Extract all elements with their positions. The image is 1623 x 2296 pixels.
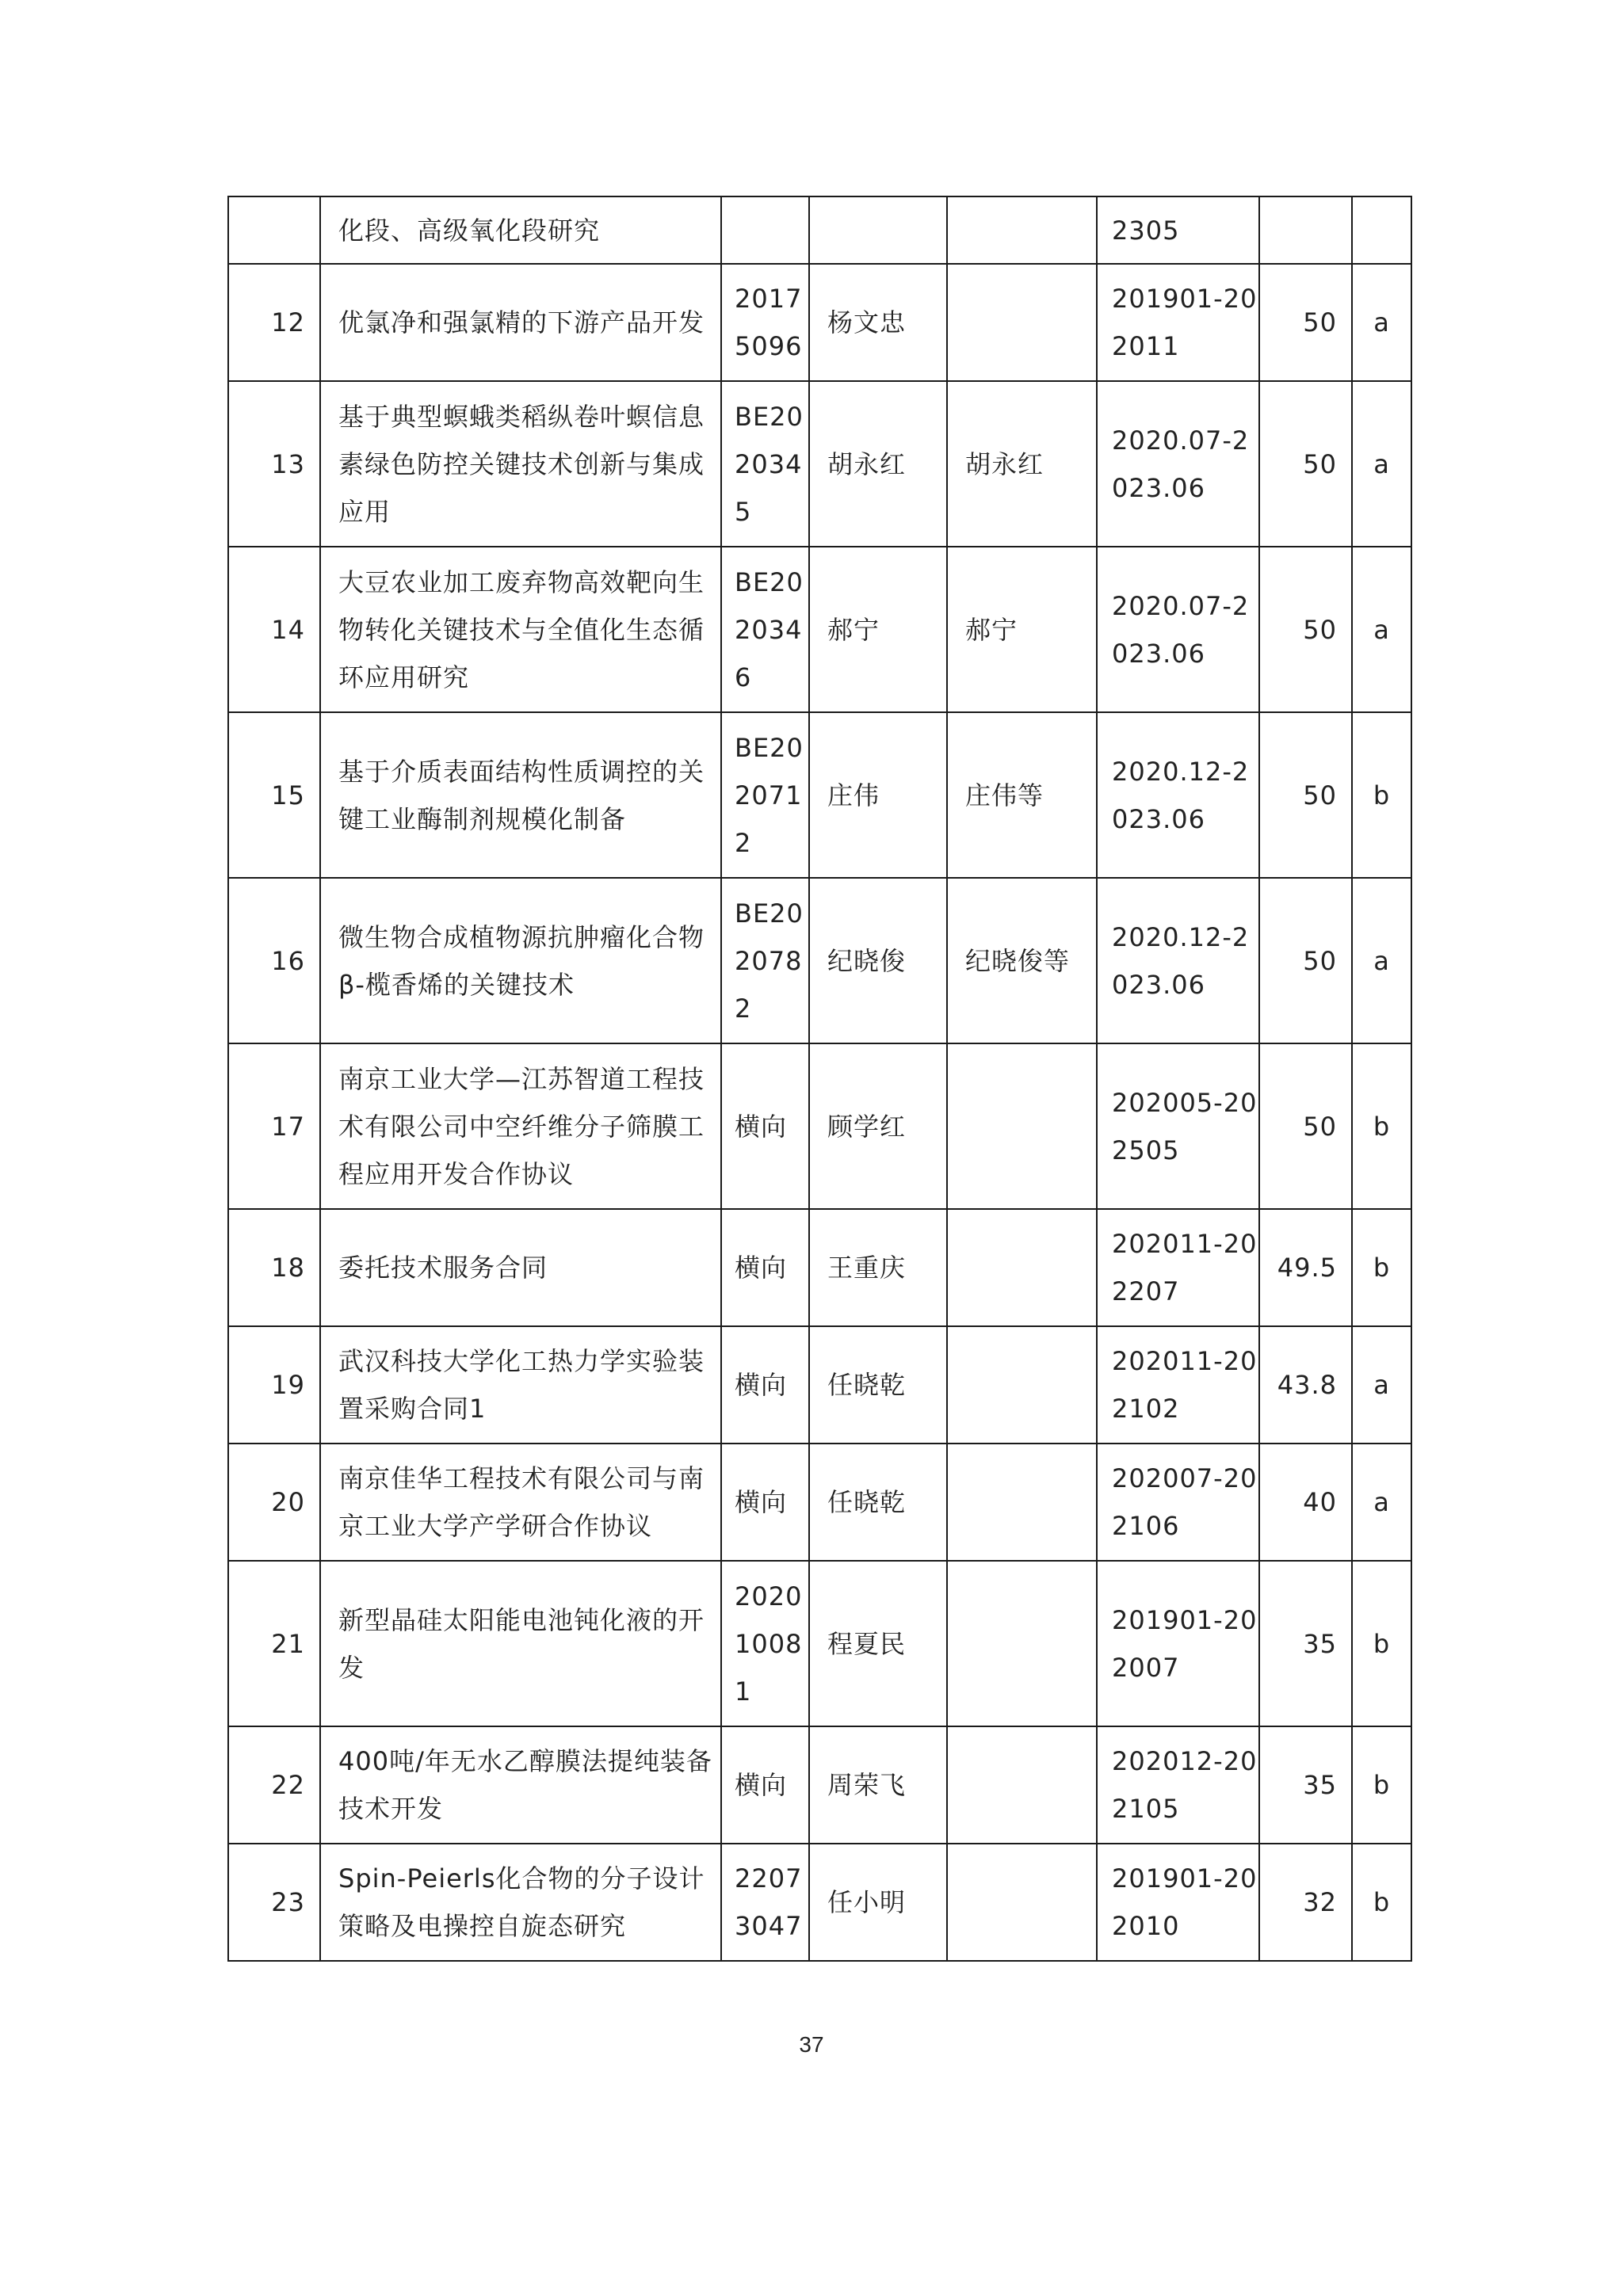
project-name-cell: 400吨/年无水乙醇膜法提纯装备技术开发 bbox=[320, 1726, 721, 1844]
project-period-cell: 2020.12-2023.06 bbox=[1097, 878, 1259, 1043]
funding-amount-cell: 50 bbox=[1259, 878, 1352, 1043]
project-leader-cell: 顾学红 bbox=[809, 1043, 947, 1209]
project-code-cell: 20175096 bbox=[721, 264, 809, 381]
participants-cell bbox=[947, 1043, 1097, 1209]
project-period-cell: 201901-202011 bbox=[1097, 264, 1259, 381]
table-row bbox=[228, 712, 1411, 878]
table-row bbox=[228, 1326, 1411, 1444]
funding-amount-cell: 49.5 bbox=[1259, 1209, 1352, 1326]
grade-cell: b bbox=[1352, 1561, 1411, 1726]
project-period-cell: 2020.07-2023.06 bbox=[1097, 381, 1259, 547]
project-period-cell: 2020.12-2023.06 bbox=[1097, 712, 1259, 878]
participants-cell bbox=[947, 1844, 1097, 1961]
project-leader-cell: 庄伟 bbox=[809, 712, 947, 878]
project-name-cell: 微生物合成植物源抗肿瘤化合物β-榄香烯的关键技术 bbox=[320, 878, 721, 1043]
funding-amount-cell: 50 bbox=[1259, 547, 1352, 712]
project-leader-cell: 胡永红 bbox=[809, 381, 947, 547]
table-row bbox=[228, 196, 1411, 264]
grade-cell bbox=[1352, 196, 1411, 264]
row-number-cell: 13 bbox=[228, 381, 320, 547]
project-code-cell: 22073047 bbox=[721, 1844, 809, 1961]
funding-amount-cell: 50 bbox=[1259, 712, 1352, 878]
project-period-cell: 2020.07-2023.06 bbox=[1097, 547, 1259, 712]
table-row bbox=[228, 878, 1411, 1043]
project-code-cell: 横向 bbox=[721, 1726, 809, 1844]
project-leader-cell: 任晓乾 bbox=[809, 1444, 947, 1561]
funding-amount-cell bbox=[1259, 196, 1352, 264]
grade-cell: b bbox=[1352, 1043, 1411, 1209]
project-code-cell: 横向 bbox=[721, 1326, 809, 1444]
funding-amount-cell: 35 bbox=[1259, 1561, 1352, 1726]
project-period-cell: 202005-202505 bbox=[1097, 1043, 1259, 1209]
participants-cell bbox=[947, 1209, 1097, 1326]
row-number-cell: 15 bbox=[228, 712, 320, 878]
row-number-cell: 21 bbox=[228, 1561, 320, 1726]
table-row bbox=[228, 1844, 1411, 1961]
project-code-cell: BE2020345 bbox=[721, 381, 809, 547]
project-table bbox=[227, 196, 1412, 1962]
funding-amount-cell: 50 bbox=[1259, 1043, 1352, 1209]
row-number-cell: 16 bbox=[228, 878, 320, 1043]
project-name-cell: 南京工业大学—江苏智道工程技术有限公司中空纤维分子筛膜工程应用开发合作协议 bbox=[320, 1043, 721, 1209]
participants-cell: 纪晓俊等 bbox=[947, 878, 1097, 1043]
project-leader-cell: 周荣飞 bbox=[809, 1726, 947, 1844]
project-name-cell: 基于介质表面结构性质调控的关键工业酶制剂规模化制备 bbox=[320, 712, 721, 878]
project-leader-cell: 杨文忠 bbox=[809, 264, 947, 381]
project-period-cell: 202007-202106 bbox=[1097, 1444, 1259, 1561]
row-number-cell bbox=[228, 196, 320, 264]
grade-cell: a bbox=[1352, 1444, 1411, 1561]
row-number-cell: 14 bbox=[228, 547, 320, 712]
row-number-cell: 17 bbox=[228, 1043, 320, 1209]
grade-cell: a bbox=[1352, 264, 1411, 381]
project-code-cell: 横向 bbox=[721, 1444, 809, 1561]
participants-cell bbox=[947, 196, 1097, 264]
project-period-cell: 202011-202207 bbox=[1097, 1209, 1259, 1326]
funding-amount-cell: 43.8 bbox=[1259, 1326, 1352, 1444]
project-period-cell: 201901-202007 bbox=[1097, 1561, 1259, 1726]
project-code-cell: 横向 bbox=[721, 1043, 809, 1209]
participants-cell bbox=[947, 1444, 1097, 1561]
project-code-cell: BE2020782 bbox=[721, 878, 809, 1043]
row-number-cell: 22 bbox=[228, 1726, 320, 1844]
project-name-cell: 武汉科技大学化工热力学实验装置采购合同1 bbox=[320, 1326, 721, 1444]
funding-amount-cell: 50 bbox=[1259, 264, 1352, 381]
table-row bbox=[228, 264, 1411, 381]
table-row bbox=[228, 1726, 1411, 1844]
project-period-cell: 201901-202010 bbox=[1097, 1844, 1259, 1961]
project-leader-cell: 王重庆 bbox=[809, 1209, 947, 1326]
project-name-cell: Spin-Peierls化合物的分子设计策略及电操控自旋态研究 bbox=[320, 1844, 721, 1961]
project-code-cell: 横向 bbox=[721, 1209, 809, 1326]
row-number-cell: 23 bbox=[228, 1844, 320, 1961]
project-name-cell: 委托技术服务合同 bbox=[320, 1209, 721, 1326]
table-row bbox=[228, 1043, 1411, 1209]
project-name-cell: 化段、高级氧化段研究 bbox=[320, 196, 721, 264]
grade-cell: a bbox=[1352, 1326, 1411, 1444]
project-leader-cell: 程夏民 bbox=[809, 1561, 947, 1726]
project-leader-cell: 郝宁 bbox=[809, 547, 947, 712]
project-name-cell: 优氯净和强氯精的下游产品开发 bbox=[320, 264, 721, 381]
participants-cell bbox=[947, 1326, 1097, 1444]
funding-amount-cell: 32 bbox=[1259, 1844, 1352, 1961]
page-number: 37 bbox=[799, 2032, 824, 2057]
project-name-cell: 基于典型螟蛾类稻纵卷叶螟信息素绿色防控关键技术创新与集成应用 bbox=[320, 381, 721, 547]
project-leader-cell bbox=[809, 196, 947, 264]
participants-cell: 胡永红 bbox=[947, 381, 1097, 547]
project-period-cell: 202011-202102 bbox=[1097, 1326, 1259, 1444]
project-code-cell: BE2020346 bbox=[721, 547, 809, 712]
project-period-cell: 202012-202105 bbox=[1097, 1726, 1259, 1844]
project-code-cell: BE2020712 bbox=[721, 712, 809, 878]
grade-cell: b bbox=[1352, 1209, 1411, 1326]
funding-amount-cell: 35 bbox=[1259, 1726, 1352, 1844]
table-row bbox=[228, 1561, 1411, 1726]
grade-cell: a bbox=[1352, 878, 1411, 1043]
table-row bbox=[228, 1444, 1411, 1561]
row-number-cell: 18 bbox=[228, 1209, 320, 1326]
project-code-cell: 202010081 bbox=[721, 1561, 809, 1726]
project-leader-cell: 任晓乾 bbox=[809, 1326, 947, 1444]
participants-cell bbox=[947, 1726, 1097, 1844]
table-row bbox=[228, 381, 1411, 547]
project-name-cell: 新型晶硅太阳能电池钝化液的开发 bbox=[320, 1561, 721, 1726]
grade-cell: b bbox=[1352, 712, 1411, 878]
participants-cell: 庄伟等 bbox=[947, 712, 1097, 878]
grade-cell: a bbox=[1352, 547, 1411, 712]
project-leader-cell: 任小明 bbox=[809, 1844, 947, 1961]
project-name-cell: 大豆农业加工废弃物高效靶向生物转化关键技术与全值化生态循环应用研究 bbox=[320, 547, 721, 712]
funding-amount-cell: 50 bbox=[1259, 381, 1352, 547]
grade-cell: a bbox=[1352, 381, 1411, 547]
project-leader-cell: 纪晓俊 bbox=[809, 878, 947, 1043]
row-number-cell: 19 bbox=[228, 1326, 320, 1444]
participants-cell bbox=[947, 1561, 1097, 1726]
grade-cell: b bbox=[1352, 1844, 1411, 1961]
table-row bbox=[228, 1209, 1411, 1326]
participants-cell: 郝宁 bbox=[947, 547, 1097, 712]
grade-cell: b bbox=[1352, 1726, 1411, 1844]
funding-amount-cell: 40 bbox=[1259, 1444, 1352, 1561]
participants-cell bbox=[947, 264, 1097, 381]
project-code-cell bbox=[721, 196, 809, 264]
project-name-cell: 南京佳华工程技术有限公司与南京工业大学产学研合作协议 bbox=[320, 1444, 721, 1561]
row-number-cell: 20 bbox=[228, 1444, 320, 1561]
project-period-cell: 2305 bbox=[1097, 196, 1259, 264]
row-number-cell: 12 bbox=[228, 264, 320, 381]
table-row bbox=[228, 547, 1411, 712]
